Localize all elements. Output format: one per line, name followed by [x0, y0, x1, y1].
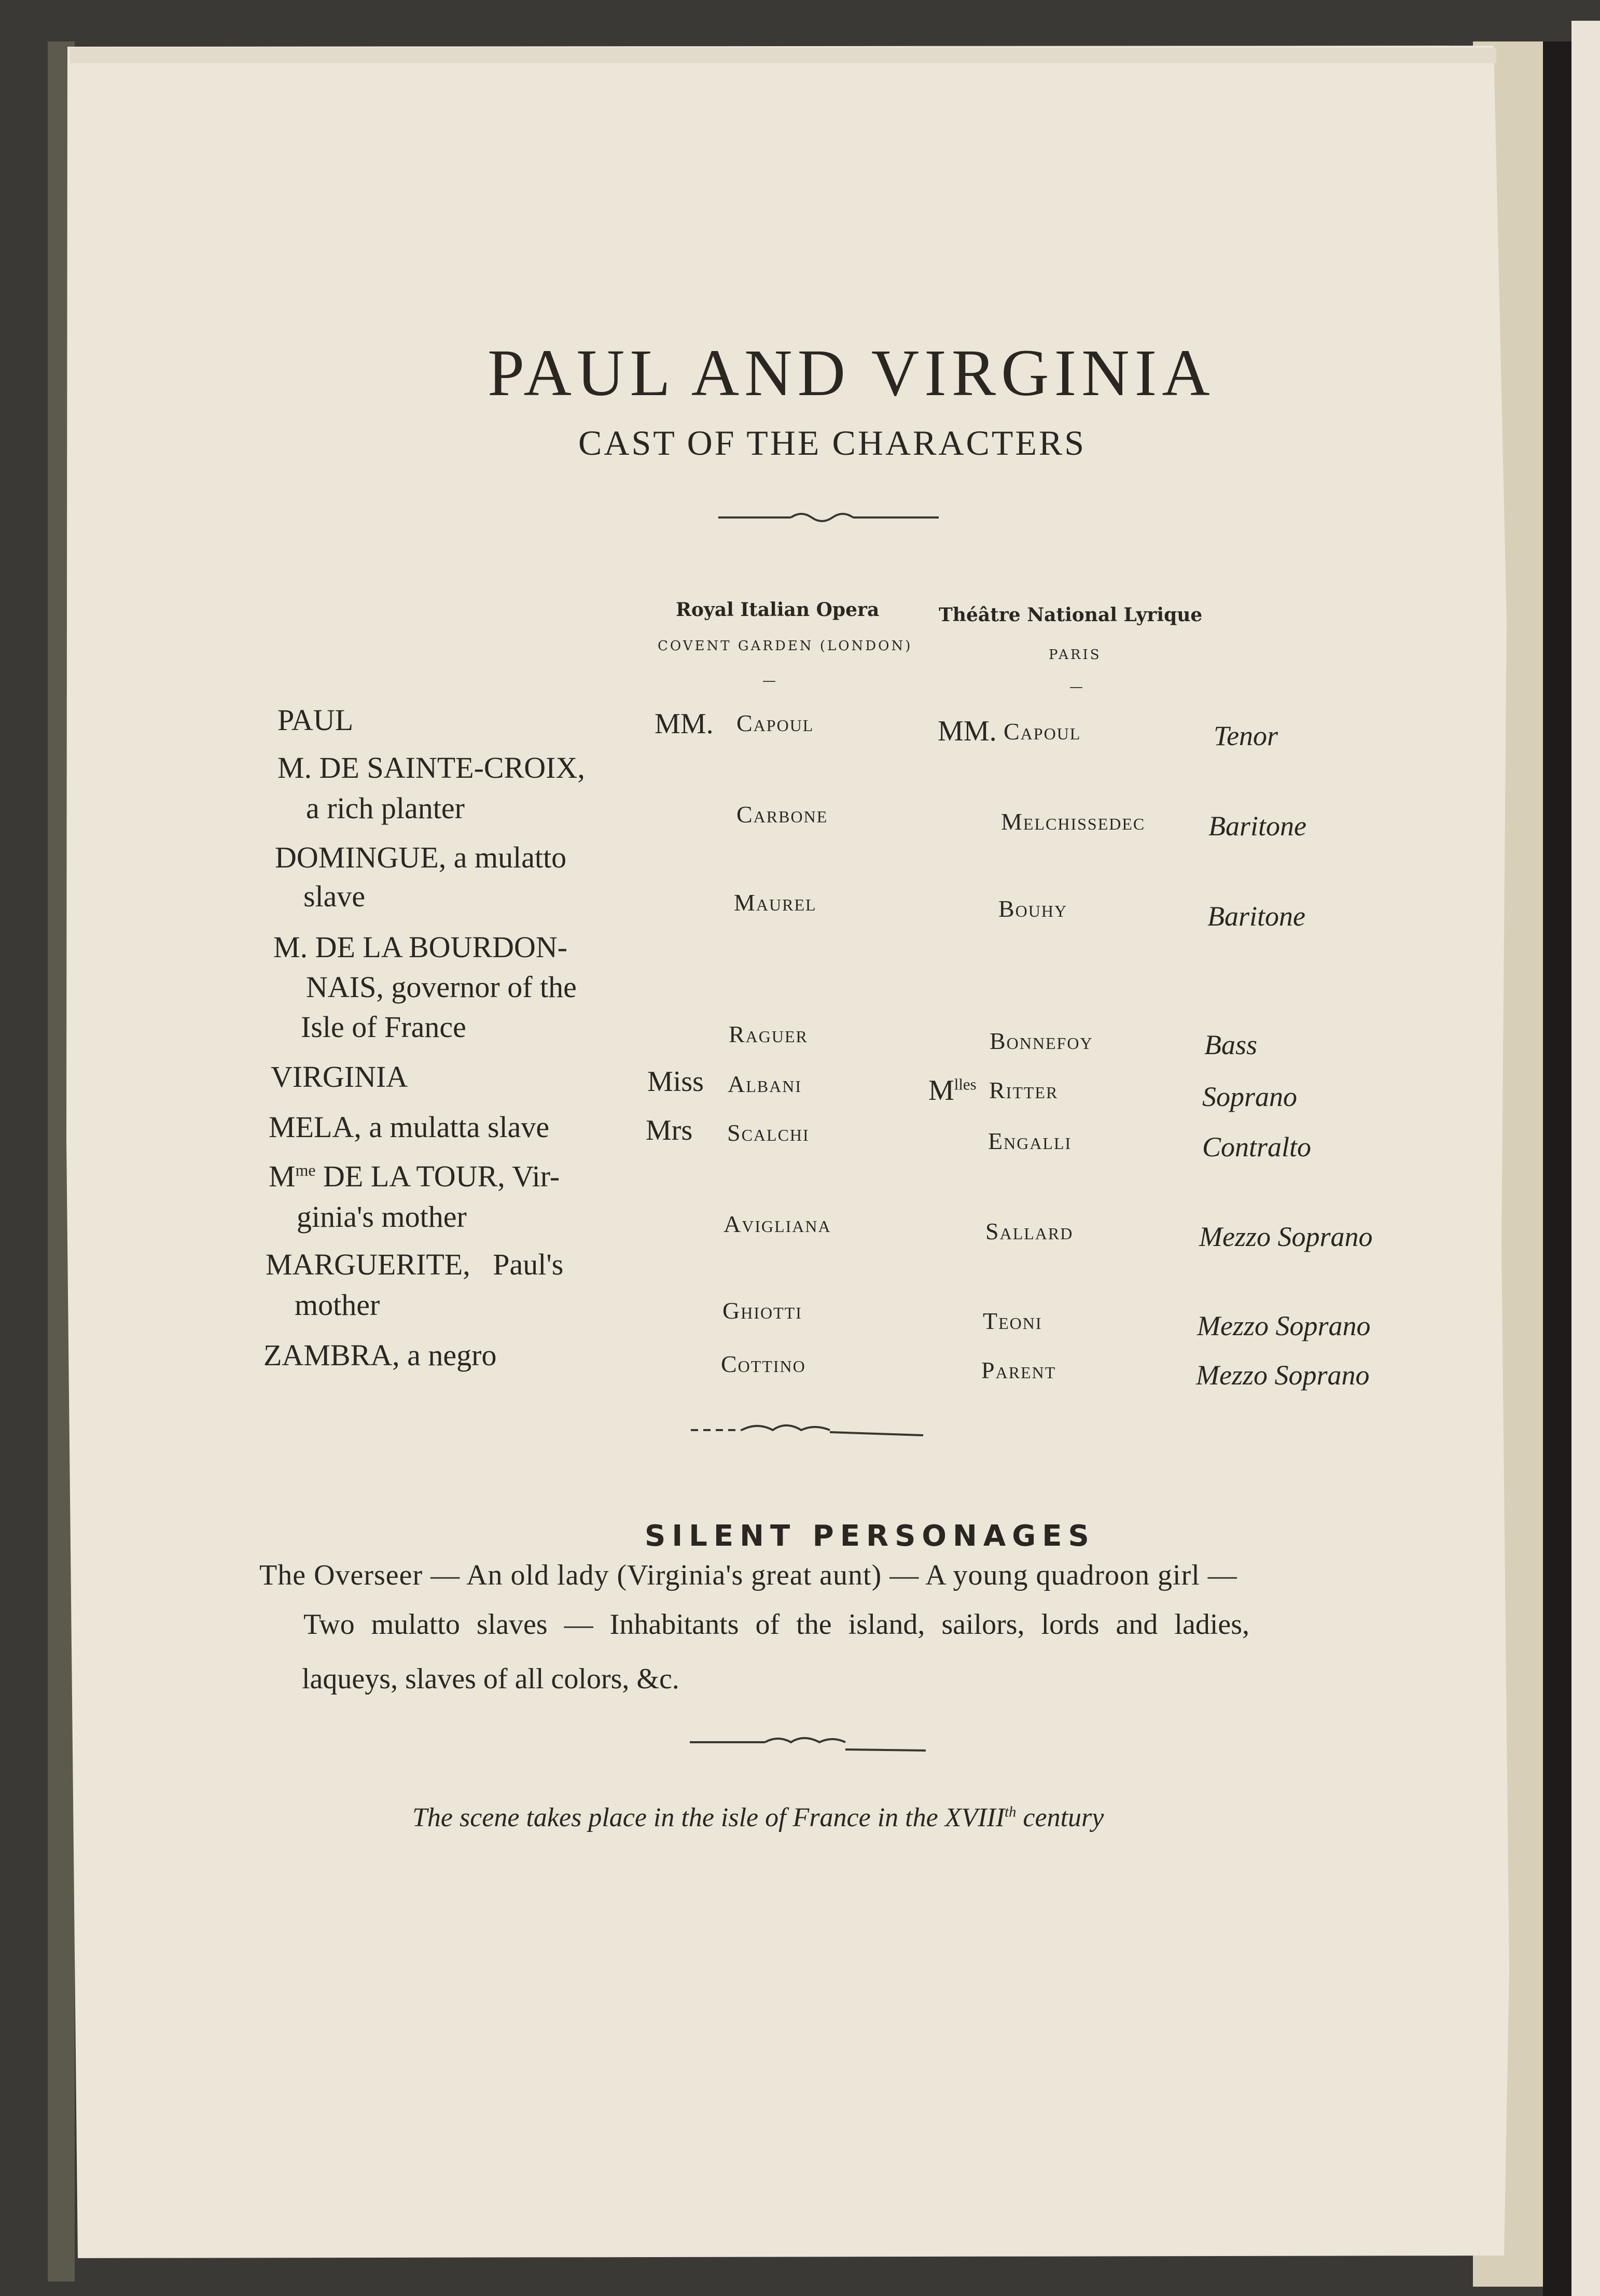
london-singer: Carbone	[736, 801, 828, 828]
silent-personages-line: laqueys, slaves of all colors, &c.	[302, 1663, 679, 1695]
role-description: Isle of France	[301, 1010, 466, 1044]
role-name: DOMINGUE, a mulatto	[275, 841, 567, 874]
role-description: a rich planter	[306, 791, 465, 825]
role-description: mother	[295, 1288, 380, 1322]
silent-personages-heading: SILENT PERSONAGES	[645, 1519, 1095, 1553]
voice-type: Mezzo Soprano	[1197, 1310, 1371, 1341]
column-dash-paris: —	[1069, 679, 1085, 695]
paris-singer: Bonnefoy	[990, 1028, 1093, 1054]
london-singer: Raguer	[729, 1021, 808, 1047]
role-name: MARGUERITE, Paul's	[266, 1248, 564, 1281]
role-name: ZAMBRA, a negro	[263, 1338, 497, 1372]
london-singer: Cottino	[721, 1351, 806, 1377]
london-singer: Albani	[728, 1071, 802, 1097]
paris-singer: Capoul	[1004, 718, 1081, 745]
voice-type: Baritone	[1207, 901, 1305, 932]
page-subtitle: CAST OF THE CHARACTERS	[578, 423, 1087, 463]
scene-note: The scene takes place in the isle of France in the XVIIIth century	[412, 1803, 1104, 1832]
page-title: PAUL AND VIRGINIA	[488, 336, 1215, 410]
role-name: VIRGINIA	[271, 1060, 408, 1094]
london-singer: Maurel	[734, 889, 817, 916]
london-singer: Ghiotti	[722, 1297, 802, 1324]
voice-type: Baritone	[1208, 810, 1306, 842]
role-name: MELA, a mulatta slave	[269, 1110, 550, 1144]
london-singer: Capoul	[736, 710, 814, 736]
column-subheader-london: COVENT GARDEN (LONDON)	[658, 638, 913, 654]
paris-prefix: MM.	[938, 715, 997, 747]
paris-singer: Ritter	[989, 1077, 1059, 1103]
london-prefix: Miss	[647, 1066, 704, 1098]
paris-singer: Sallard	[985, 1218, 1074, 1244]
role-description: NAIS, governor of the	[306, 970, 577, 1004]
voice-type: Soprano	[1202, 1081, 1298, 1112]
column-header-london: Royal Italian Opera	[676, 599, 880, 621]
london-singer: Avigliana	[724, 1211, 831, 1237]
voice-type: Mezzo Soprano	[1199, 1221, 1373, 1252]
paris-prefix: $M^{lles}$	[928, 1074, 977, 1107]
london-prefix: Mrs	[646, 1114, 693, 1146]
role-name: M. DE SAINTE-CROIX,	[277, 751, 585, 785]
london-prefix: MM.	[655, 708, 714, 740]
role-description: ginia's mother	[297, 1200, 467, 1234]
paris-singer: Parent	[981, 1357, 1056, 1383]
column-dash-london: —	[762, 673, 778, 689]
voice-type: Tenor	[1214, 720, 1278, 751]
role-name: M. DE LA BOURDON-	[273, 930, 568, 964]
voice-type: Mezzo Soprano	[1196, 1360, 1370, 1391]
column-subheader-paris: PARIS	[1049, 647, 1102, 663]
role-name: $M^{me}$ DE LA TOUR, Vir-	[269, 1159, 560, 1193]
paris-singer: Teoni	[983, 1308, 1042, 1334]
paris-singer: Bouhy	[998, 895, 1068, 922]
paris-singer: Melchissedec	[1001, 808, 1146, 835]
column-header-paris: Théâtre National Lyrique	[939, 604, 1203, 626]
silent-personages-line: The Overseer — An old lady (Virginia's great aunt) — A young quadroon girl —	[259, 1559, 1237, 1591]
role-description: slave	[303, 879, 366, 913]
voice-type: Bass	[1204, 1029, 1258, 1060]
silent-personages-line: Two mulatto slaves — Inhabitants of the island, sailors, lords and ladies,	[303, 1608, 1250, 1641]
paris-singer: Engalli	[988, 1128, 1072, 1154]
london-singer: Scalchi	[727, 1119, 810, 1146]
role-name: PAUL	[277, 703, 354, 737]
voice-type: Contralto	[1202, 1131, 1312, 1163]
